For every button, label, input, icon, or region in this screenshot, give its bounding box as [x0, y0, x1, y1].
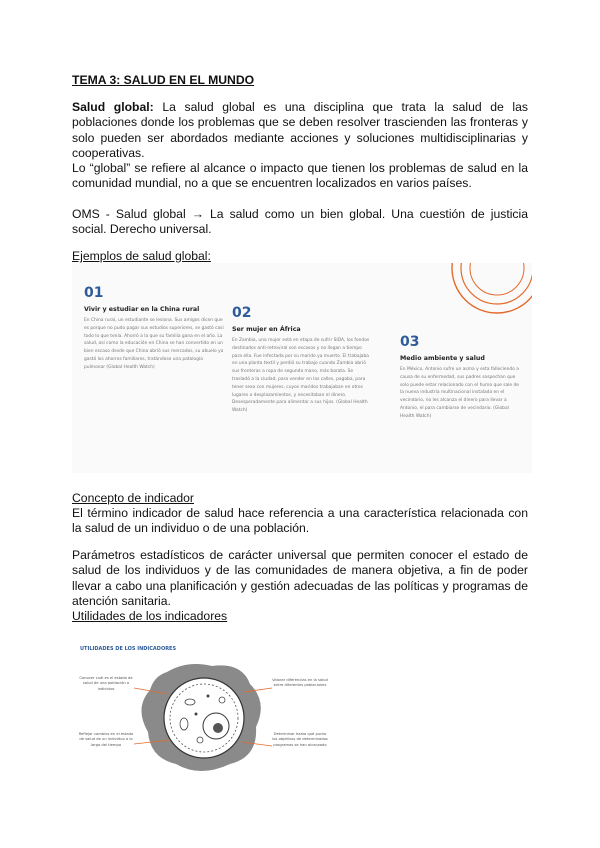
oms-paragraph: OMS - Salud global → La salud como un bien global. Una cuestión de justicia social. Derecho universal. — [72, 207, 528, 237]
cell-outer — [164, 678, 244, 758]
decor-arc-outer — [452, 263, 532, 313]
decor-arc-middle — [461, 263, 532, 304]
cell-illustration — [72, 632, 332, 780]
example-title: Vivir y estudiar en la China rural — [84, 306, 200, 313]
utility-label-left-bottom: Reflejar cambios en el estado de salud de un individuo a lo largo del tiempo — [78, 732, 134, 747]
page-title: TEMA 3: SALUD EN EL MUNDO — [72, 73, 255, 87]
example-card-2 — [232, 305, 372, 415]
example-title: Medio ambiente y salud — [400, 355, 485, 362]
global-scope-paragraph: Lo “global” se refiere al alcance o impacto que tienen los problemas de salud en la comunidad mundial, no a que se encuentren localizados en varios países. — [72, 161, 528, 191]
global-health-paragraph — [72, 100, 528, 162]
utilities-heading: Utilidades de los indicadores — [72, 609, 228, 623]
organelle — [207, 695, 210, 698]
example-card-3 — [400, 334, 524, 421]
example-card-1 — [84, 285, 224, 372]
utilities-figure — [72, 632, 332, 780]
example-title: Ser mujer en África — [232, 326, 301, 333]
cell-nucleolus — [213, 723, 223, 733]
indicator-heading: Concepto de indicador — [72, 491, 194, 505]
utility-label-right-bottom: Determinar hasta qué punto los objetivos de determinados programas se han alcanzado — [272, 732, 328, 747]
examples-heading: Ejemplos de salud global: — [72, 249, 211, 263]
example-number: 02 — [232, 305, 252, 321]
organelle — [195, 713, 198, 716]
indicator-definition: El término indicador de salud hace referencia a una característica relacionada con la salud de un individuo o de una población. — [72, 506, 528, 536]
example-body: En Zambia, una mujer está en etapa de sufrir SIDA, los fondos destinados anti-retroviral son escasos y no llegan a tiempo para ella. Fue infectada por su marido ya muerto. El trabajaba en una planta textil y perdió su trabajo cuando Zambia abrió sus fronteras a ropa de segunda mano, más barata. Se trasladó a la ciudad, para vender en las calles, pagaba, para tener sexo con mujeres, cuyos maridos trabajaban en otros lugares o desplazamientos, y necesitaban el dinero. Desesperadamente para alimentar a sus hijos. (Global Health Watch) — [232, 338, 370, 414]
example-number: 03 — [400, 334, 420, 350]
indicator-parameters: Parámetros estadísticos de carácter universal que permiten conocer el estado de salud de los individuos y de las comunidades de manera objetiva, a fin de poder llevar a cabo una planificación y gestión adecuadas de las políticas y programas de atención sanitaria. — [72, 548, 528, 609]
example-body: En China rural, un estudiante se lesiona. Sus amigos dicen que es porque no pudo pagar sus estudios superiores, se gastó casi todo lo que tenía. Ahorró a la que su familia gana en el año. La salud, así como la educación en China se han convertido en un bien escaso desde que China abrió sus mercados, su abuelo ya gastó los ahorros familiares, tratándose una patología pulmonar (Global Health Watch) — [84, 318, 224, 370]
utility-label-right-top: Valorar diferencias en la salud entre diferentes poblaciones — [272, 678, 328, 688]
global-health-lead: Salud global: — [72, 100, 154, 114]
utilities-figure-heading: UTILIDADES DE LOS INDICADORES — [80, 646, 177, 652]
examples-figure — [72, 263, 532, 473]
example-body: En México, Antonio sufre un asma y esta falleciendo a causa de su enfermedad, sus padres sospechan que solo puede estar relacionado con el humo que sale de la nueva industria multinacional instalada en el vecindario, no les alcanza el dinero para llevar a Antonio, el para cambiarse de vecindario. (Global Health Watch) — [400, 367, 519, 419]
example-number: 01 — [84, 285, 104, 301]
utility-label-left-top: Conocer cuál es el estado de salud de una población o individuo — [79, 676, 133, 691]
decor-arc-inner — [470, 263, 524, 295]
global-health-text: La salud global es una disciplina que trata la salud de las poblaciones donde los problemas que se deben resolver trascienden las fronteras y solo pueden ser abordados mediante acciones y soluciones multidisciplinarias y cooperativas. — [72, 100, 528, 161]
